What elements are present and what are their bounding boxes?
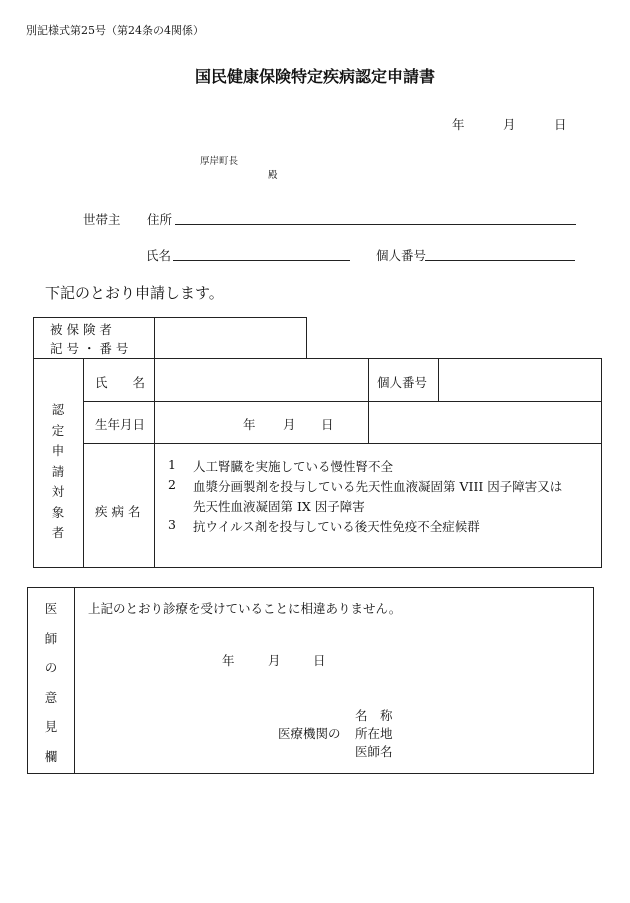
doctor-section-char: 見	[44, 719, 58, 734]
doctor-name-label: 医師名	[355, 744, 393, 759]
doctor-section-char: 医	[44, 601, 58, 616]
disease-item[interactable]: 抗ウイルス剤を投与している後天性免疫不全症候群	[193, 519, 480, 534]
applicant-id-label: 個人番号	[376, 248, 427, 263]
applicant-name-label: 氏名	[146, 248, 172, 263]
page-title: 国民健康保険特定疾病認定申請書	[194, 67, 435, 86]
subject-section-char: 対	[51, 484, 65, 499]
subject-section-char: 申	[51, 443, 65, 458]
subject-name-field[interactable]	[156, 360, 366, 399]
subject-section-char: 者	[51, 525, 65, 540]
subject-id-label: 個人番号	[377, 375, 428, 390]
subject-col-divider-3	[368, 358, 369, 443]
institution-address-label: 所在地	[355, 726, 393, 741]
subject-col-divider-1	[83, 358, 84, 568]
disease-number: 3	[168, 517, 176, 532]
institution-fields[interactable]	[400, 702, 590, 764]
subject-section-label	[34, 400, 82, 544]
date-year: 年	[452, 117, 465, 132]
doctor-section-char: 意	[44, 689, 58, 705]
subject-row-divider-2	[83, 443, 602, 444]
applicant-id-field[interactable]	[425, 260, 575, 261]
subject-section-char: 認	[51, 402, 65, 417]
addressee-mayor: 厚岸町長	[200, 156, 239, 167]
dob-blank-cell[interactable]	[370, 403, 600, 441]
disease-item[interactable]: 人工腎臓を実施している慢性腎不全	[193, 459, 394, 474]
institution-label: 医療機関の	[278, 726, 341, 741]
disease-number: 2	[168, 477, 176, 492]
subject-name-label: 氏 名	[95, 375, 146, 390]
institution-name-label: 名 称	[355, 708, 393, 723]
request-statement: 下記のとおり申請します。	[45, 284, 224, 302]
disease-item[interactable]: 血漿分画製剤を投与している先天性血液凝固第 VIII 因子障害又は	[193, 479, 563, 494]
subject-section-char: 請	[51, 463, 65, 479]
insured-divider	[154, 317, 155, 359]
applicant-name-field[interactable]	[173, 260, 350, 261]
addressee-honorific: 殿	[268, 170, 278, 181]
subject-col-divider-4	[438, 358, 439, 401]
dob-label: 生年月日	[95, 417, 146, 432]
household-head-label: 世帯主	[83, 212, 121, 227]
doctor-date-year: 年	[222, 653, 235, 668]
subject-row-divider-1	[83, 401, 602, 402]
doctor-section-char: 欄	[44, 748, 58, 764]
subject-section-char: 象	[51, 504, 65, 520]
dob-day: 日	[321, 417, 334, 432]
form-number: 別記様式第25号（第24条の4関係）	[26, 24, 204, 37]
address-field[interactable]	[175, 224, 576, 225]
disease-item-continuation: 先天性血液凝固第 IX 因子障害	[193, 499, 365, 514]
doctor-section-char: 師	[44, 630, 58, 646]
disease-number: 1	[168, 457, 176, 472]
insured-number-field[interactable]	[156, 319, 304, 356]
date-day: 日	[554, 117, 567, 132]
subject-col-divider-2	[154, 358, 155, 568]
insured-label-line2: 記 号 ・ 番 号	[50, 341, 129, 356]
doctor-section-label	[28, 594, 74, 771]
doctor-date-day: 日	[313, 653, 326, 668]
subject-section-char: 定	[51, 422, 65, 438]
doctor-date-month: 月	[268, 653, 281, 668]
address-label: 住所	[147, 212, 173, 227]
dob-month: 月	[283, 417, 296, 432]
doctor-statement: 上記のとおり診療を受けていることに相違ありません。	[88, 601, 402, 616]
dob-year: 年	[243, 417, 256, 432]
insured-label-line1: 被 保 険 者	[50, 322, 112, 337]
date-month: 月	[503, 117, 516, 132]
doctor-col-divider	[74, 587, 75, 774]
subject-id-field[interactable]	[440, 360, 600, 399]
disease-label: 疾 病 名	[95, 504, 141, 519]
doctor-section-char: の	[44, 660, 58, 675]
